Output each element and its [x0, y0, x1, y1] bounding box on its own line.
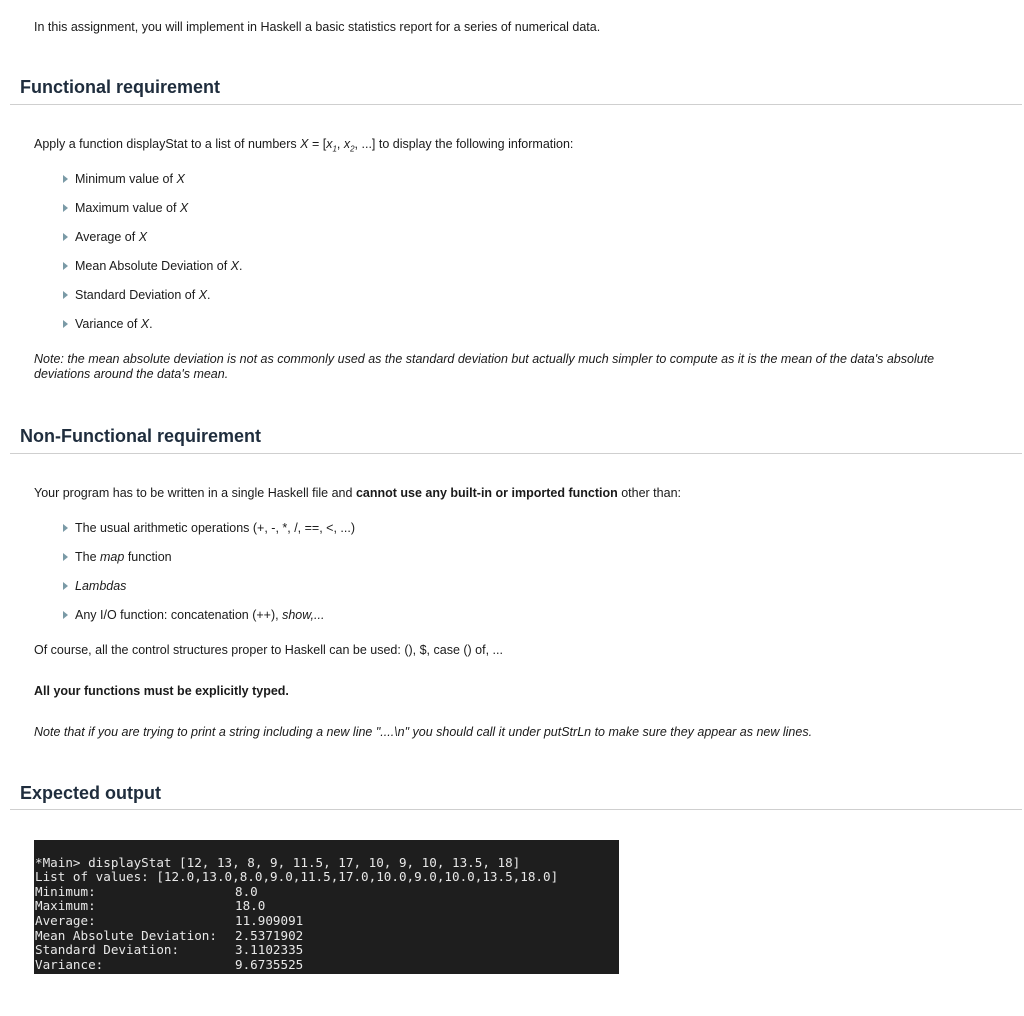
nonfunctional-intro: Your program has to be written in a single Haskell file and cannot use any built-in or imported function other than:: [34, 486, 681, 500]
list-item: The map function: [63, 550, 172, 565]
bullet-icon: [63, 582, 68, 590]
list-item: Maximum value of X: [63, 201, 188, 216]
terminal-row: Minimum: 8.0: [35, 883, 258, 899]
list-item: The usual arithmetic operations (+, -, *, /, ==, <, ...): [63, 521, 355, 536]
divider: [10, 104, 1022, 105]
bullet-icon: [63, 204, 68, 212]
terminal-row: Mean Absolute Deviation: 2.5371902: [35, 927, 304, 943]
list-item: Minimum value of X: [63, 172, 185, 187]
list-item: Any I/O function: concatenation (++), show,...: [63, 608, 324, 623]
functional-heading: Functional requirement: [20, 77, 221, 97]
terminal-row: Standard Deviation: 3.1102335: [35, 942, 304, 958]
bullet-icon: [63, 291, 68, 299]
intro-text: In this assignment, you will implement in Haskell a basic statistics report for a series of numerical data.: [34, 20, 601, 34]
terminal-command: *Main> displayStat [12, 13, 8, 9, 11.5, 17, 10, 9, 10, 13.5, 18]: [35, 854, 521, 870]
list-item: Standard Deviation of X.: [63, 288, 211, 303]
bullet-icon: [63, 524, 68, 532]
mad-note: Note: the mean absolute deviation is not as commonly used as the standard deviation but actually much simpler to compute as it is the mean of the data's absolute deviations around the data's mean.: [34, 352, 935, 381]
divider: [10, 809, 1022, 810]
typed-requirement: All your functions must be explicitly typed.: [34, 684, 289, 698]
terminal-output: [34, 840, 619, 974]
list-item: Mean Absolute Deviation of X.: [63, 259, 242, 274]
terminal-row: Average: 11.909091: [35, 912, 304, 928]
nonfunctional-heading: Non-Functional requirement: [20, 426, 262, 446]
bullet-icon: [63, 262, 68, 270]
functional-intro: Apply a function displayStat to a list of numbers $X = [x_1$, $x_2$, ...] to display the following information:: [34, 137, 574, 154]
bullet-icon: [63, 233, 68, 241]
terminal-list-line: List of values: [12.0,13.0,8.0,9.0,11.5,17.0,10.0,9.0,10.0,13.5,18.0]: [35, 869, 559, 885]
bullet-icon: [63, 175, 68, 183]
terminal-row: Variance: 9.6735525: [35, 956, 304, 972]
bullet-icon: [63, 320, 68, 328]
terminal-row: Maximum: 18.0: [35, 898, 266, 914]
bullet-icon: [63, 553, 68, 561]
putstrln-note: Note that if you are trying to print a string including a new line "....\n" you should call it under putStrLn to make sure they appear as new lines.: [34, 725, 813, 739]
list-item: Variance of X.: [63, 317, 153, 332]
list-item: Average of X: [63, 230, 147, 245]
bullet-icon: [63, 611, 68, 619]
expected-heading: Expected output: [20, 783, 162, 803]
divider: [10, 453, 1022, 454]
list-item: Lambdas: [63, 579, 126, 594]
control-structures-text: Of course, all the control structures proper to Haskell can be used: (), $, case () of, ...: [34, 643, 503, 657]
